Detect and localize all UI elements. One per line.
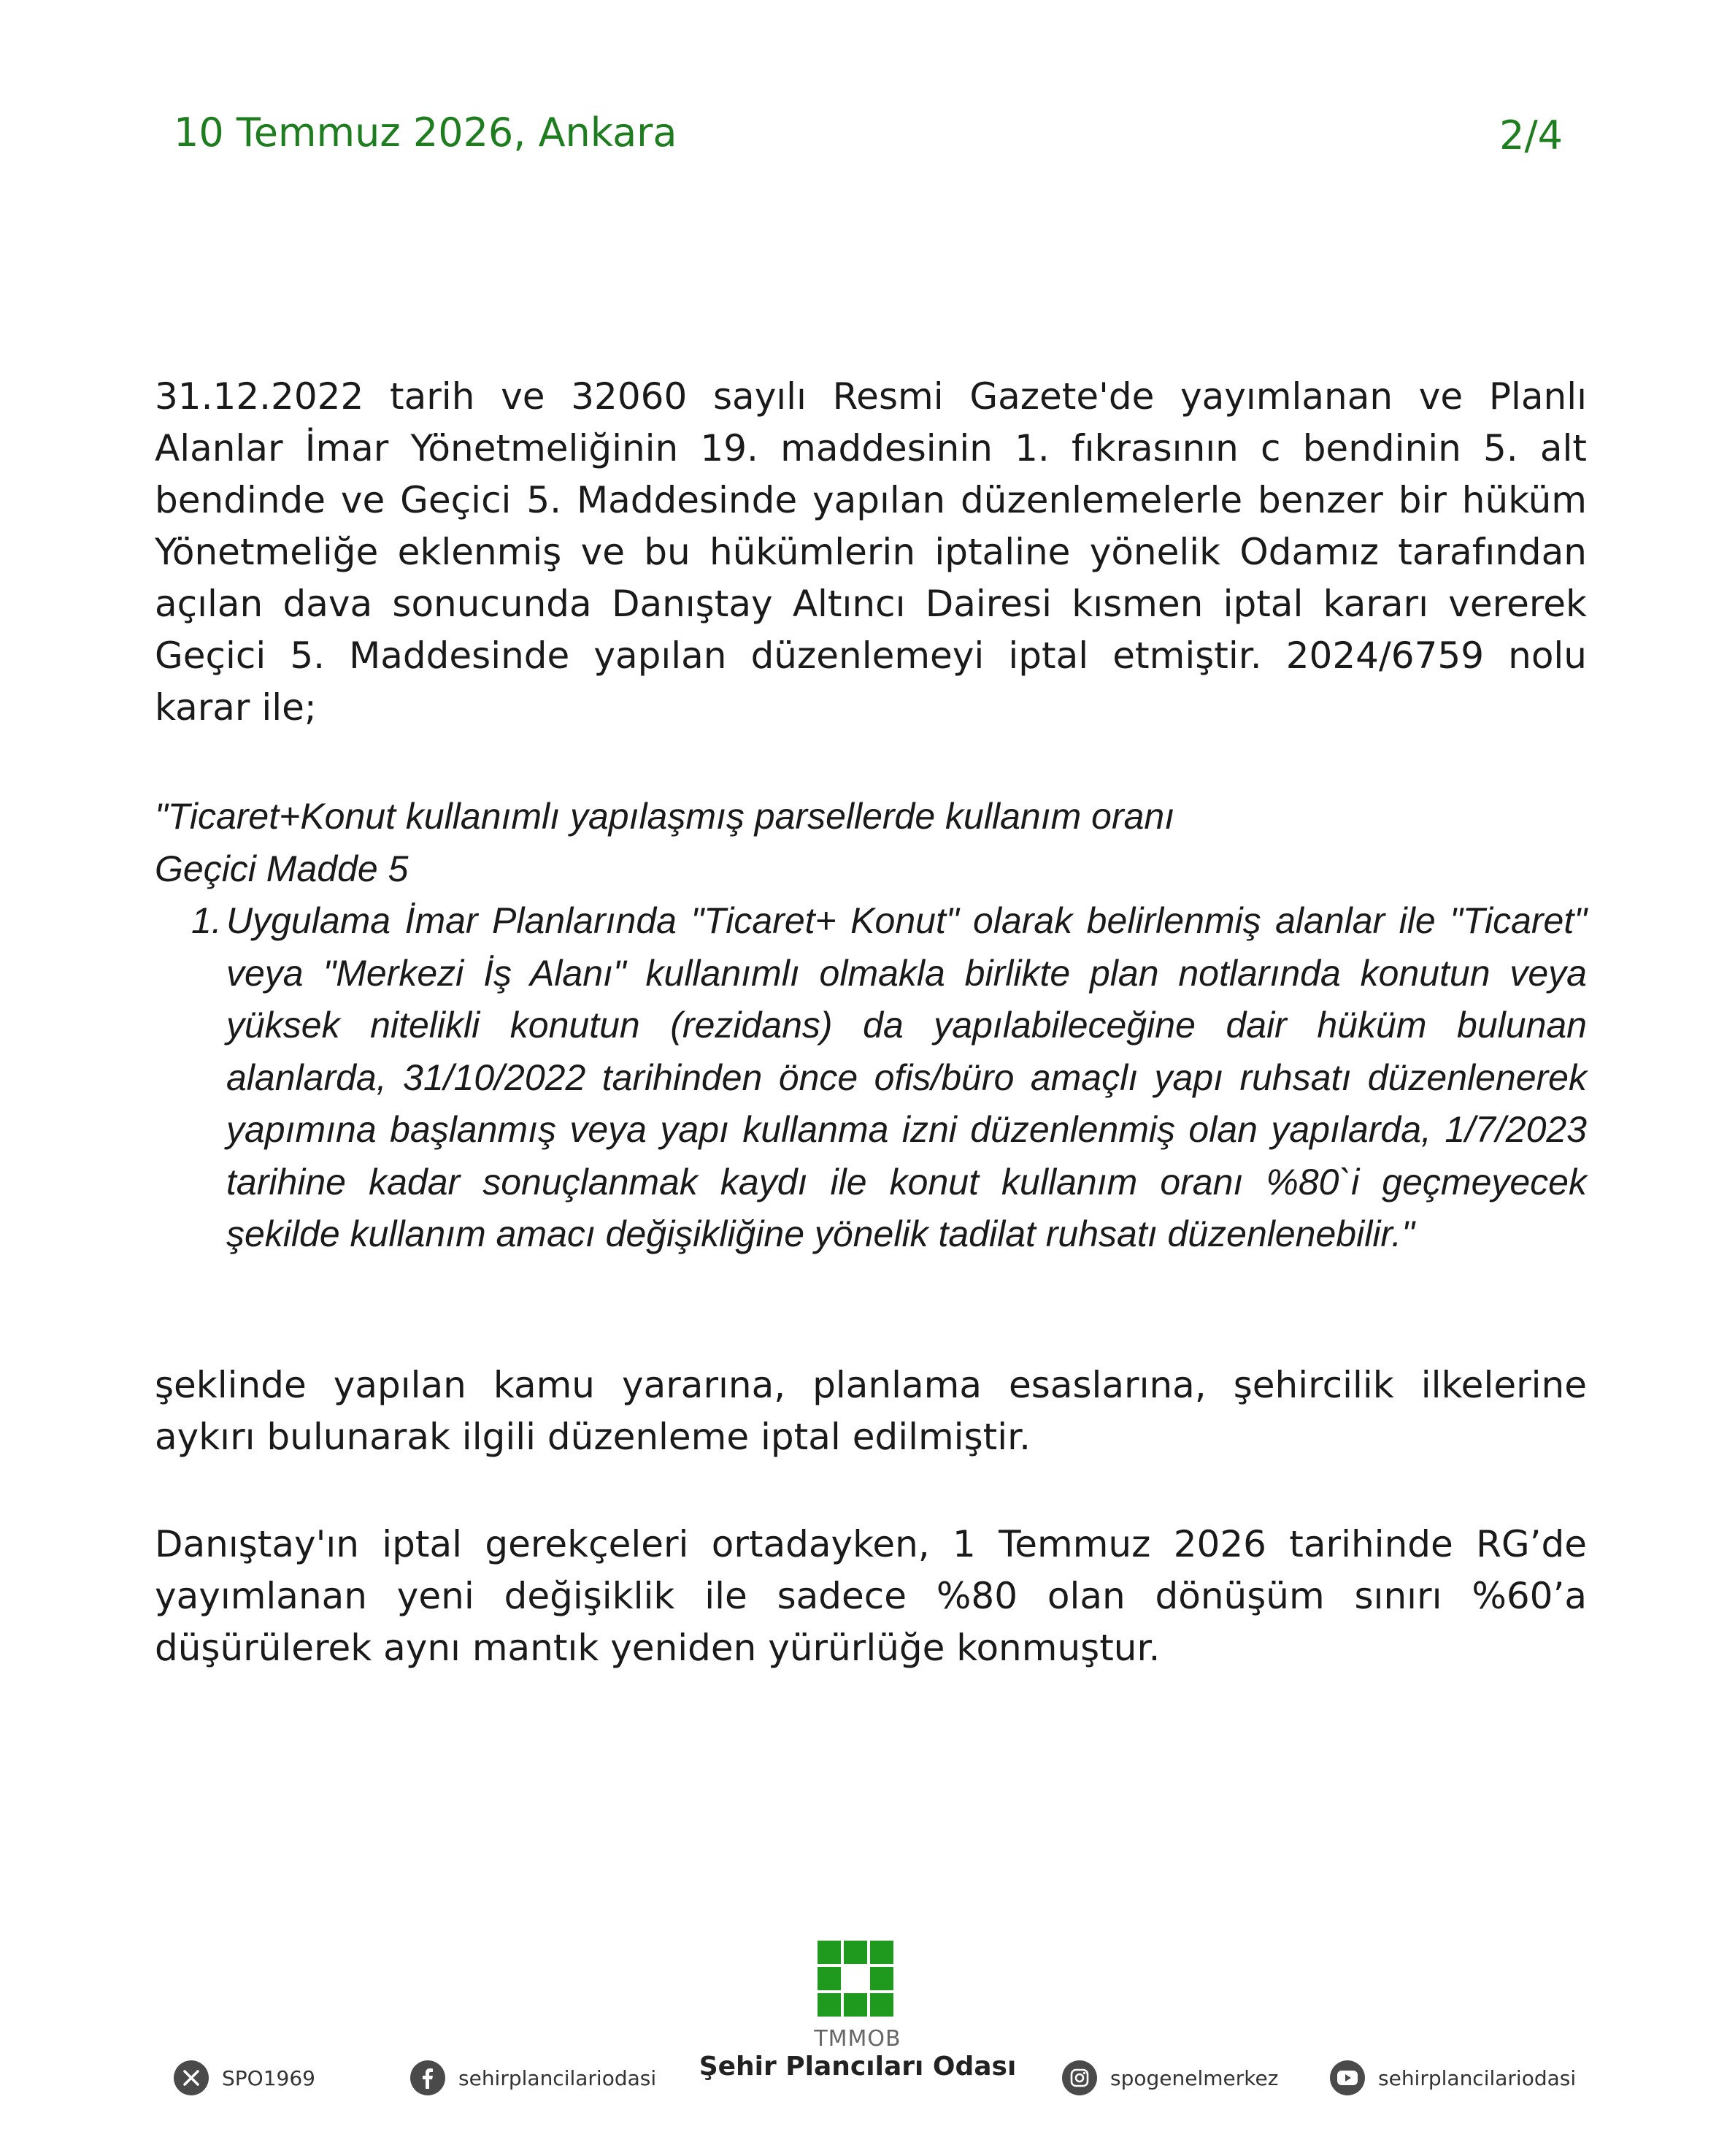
quote-item-number: 1.	[191, 900, 222, 941]
social-handle: sehirplancilariodasi	[458, 2065, 657, 2090]
page-number: 2/4	[1499, 112, 1563, 158]
quote-list-item	[191, 895, 1587, 1261]
paragraph-conclusion: şeklinde yapılan kamu yararına, planlama esaslarına, şehircilik ilkelerine aykırı bulunarak ilgili düzenleme iptal edilmiştir.	[155, 1364, 1587, 1458]
paragraph-new-regulation: Danıştay'ın iptal gerekçeleri ortadayken, 1 Temmuz 2026 tarihinde RG’de yayımlanan yeni değişiklik ile sadece %80 olan dönüşüm sınırı %60’a düşürülerek aynı mantık yeniden yürürlüğe konmuştur.	[155, 1523, 1587, 1669]
facebook-icon	[410, 2060, 445, 2095]
social-youtube[interactable]	[1330, 2060, 1576, 2095]
header-date-location: 10 Temmuz 2026, Ankara	[174, 110, 677, 156]
social-instagram[interactable]	[1062, 2060, 1278, 2095]
quote-heading	[155, 790, 1587, 895]
social-handle: spogenelmerkez	[1110, 2065, 1279, 2090]
social-handle: sehirplancilariodasi	[1378, 2065, 1577, 2090]
quote-subtitle: Geçici Madde 5	[155, 848, 409, 889]
quote-title: "Ticaret+Konut kullanımlı yapılaşmış parsellerde kullanım oranı	[155, 796, 1175, 837]
youtube-icon	[1330, 2060, 1365, 2095]
quote-item-text: Uygulama İmar Planlarında "Ticaret+ Konut" olarak belirlenmiş alanlar ile "Ticaret" veya "Merkezi İş Alanı" kullanımlı olmakla birlikte plan notlarında konutun veya yüksek nitelikli konutun (rezidans) da yapılabileceğine dair hüküm bulunan alanlarda, 31/10/2022 tarihinden önce ofis/büro amaçlı yapı ruhsatı düzenlenerek yapımına başlanmış veya yapı kullanma izni düzenlenmiş olan yapılarda, 1/7/2023 tarihine kadar sonuçlanmak kaydı ile konut kullanım oranı %80`i geçmeyecek şekilde kullanım amacı değişikliğine yönelik tadilat ruhsatı düzenlenebilir."	[226, 900, 1587, 1254]
org-name: Şehir Plancıları Odası	[699, 2052, 1017, 2082]
social-handle: SPO1969	[222, 2065, 315, 2090]
social-x[interactable]	[174, 2060, 315, 2095]
instagram-icon	[1062, 2060, 1097, 2095]
social-facebook[interactable]	[410, 2060, 656, 2095]
spo-logo-icon	[818, 1941, 893, 2017]
x-icon	[174, 2060, 209, 2095]
org-short-name: TMMOB	[814, 2026, 901, 2052]
paragraph-intro: 31.12.2022 tarih ve 32060 sayılı Resmi Gazete'de yayımlanan ve Planlı Alanlar İmar Yönetmeliğinin 19. maddesinin 1. fıkrasının c bendinin 5. alt bendinde ve Geçici 5. Maddesinde yapılan düzenlemelerle benzer bir hüküm Yönetmeliğe eklenmiş ve bu hükümlerin iptaline yönelik Odamız tarafından açılan dava sonucunda Danıştay Altıncı Dairesi kısmen iptal kararı vererek Geçici 5. Maddesinde yapılan düzenlemeyi iptal etmiştir. 2024/6759 nolu karar ile;	[155, 375, 1587, 729]
